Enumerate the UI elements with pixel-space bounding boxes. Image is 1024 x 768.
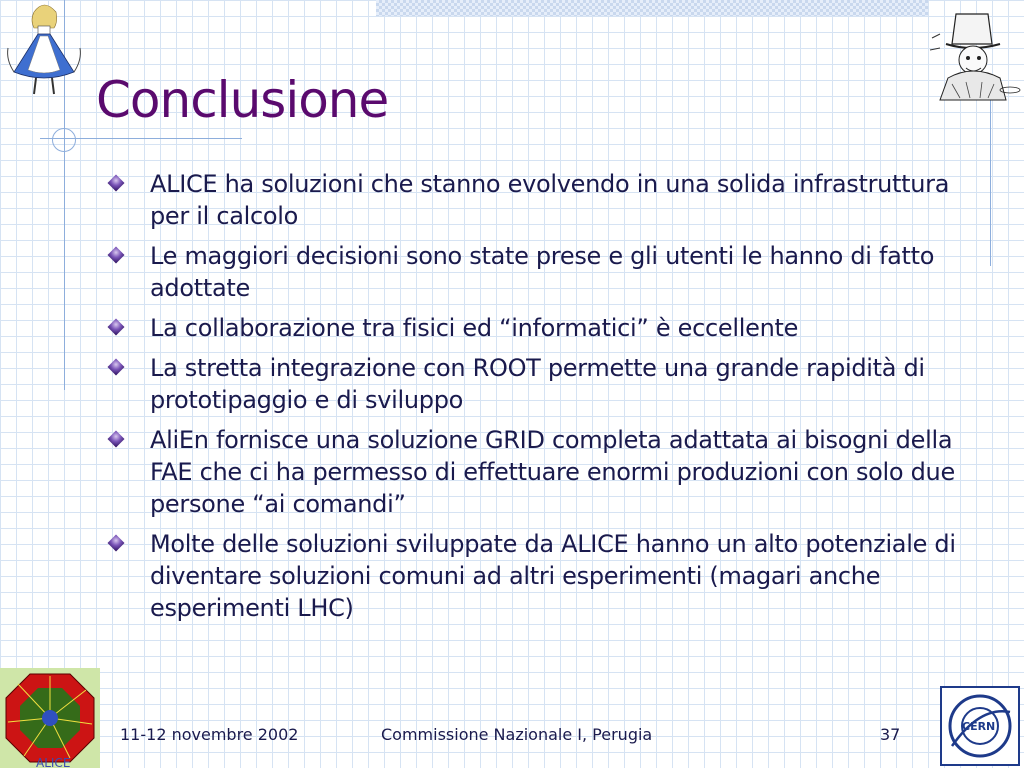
bullet-item [106,528,956,624]
diamond-bullet-icon [108,431,125,448]
bullet-text: La stretta integrazione con ROOT permette una grande rapidità di prototipaggio e di sviluppo [150,354,925,414]
footer-date: 11-12 novembre 2002 [120,725,299,744]
diamond-bullet-icon [108,535,125,552]
page-number: 37 [880,725,901,744]
alice-illustration [2,0,86,98]
diamond-bullet-icon [108,175,125,192]
bullet-item [106,168,956,232]
bullet-item [106,352,956,416]
footer-event: Commissione Nazionale I, Perugia [381,725,653,744]
cern-logo [940,686,1020,766]
rule-ring-decoration [52,128,76,152]
cern-logo-text: CERN [962,720,996,733]
diamond-bullet-icon [108,359,125,376]
bullet-item [106,312,956,344]
alice-logo [0,668,100,768]
bullet-item [106,424,956,520]
bullet-text: La collaborazione tra fisici ed “informatici” è eccellente [150,314,799,342]
mad-hatter-illustration [926,4,1022,104]
diamond-bullet-icon [108,319,125,336]
bullet-list [106,168,956,632]
bullet-text: Molte delle soluzioni sviluppate da ALICE hanno un alto potenziale di diventare soluzioni comuni ad altri esperimenti (magari anche esperimenti LHC) [150,530,956,622]
bullet-item [106,240,956,304]
slide-title: Conclusione [96,71,389,129]
bullet-text: AliEn fornisce una soluzione GRID completa adattata ai bisogni della FAE che ci ha permesso di effettuare enormi produzioni con solo due persone “ai comandi” [150,426,955,518]
top-pattern-band [376,0,928,16]
diamond-bullet-icon [108,247,125,264]
bullet-text: Le maggiori decisioni sono state prese e gli utenti le hanno di fatto adottate [150,242,935,302]
bullet-text: ALICE ha soluzioni che stanno evolvendo in una solida infrastruttura per il calcolo [150,170,950,230]
alice-logo-text: ALICE [36,756,71,768]
right-vertical-rule [990,100,991,266]
